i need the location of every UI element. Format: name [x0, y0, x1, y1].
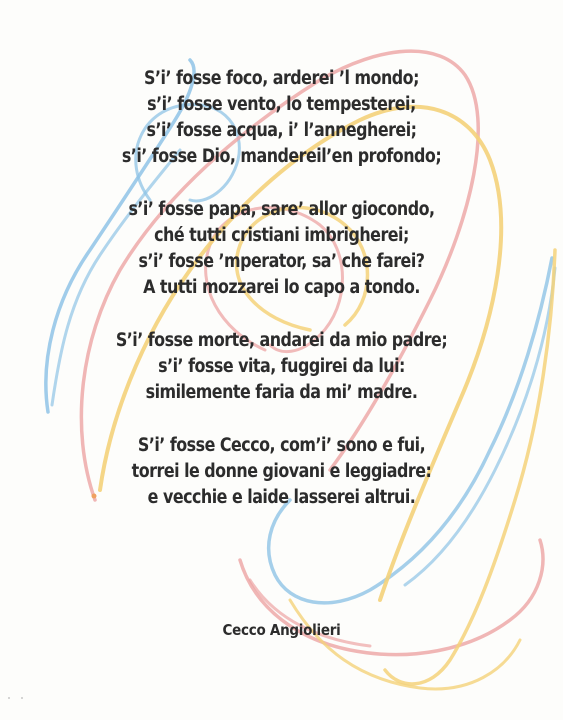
poem-line: s’i’ fosse ’mperator, sa’ che farei?: [138, 251, 425, 272]
stanza-3: [0, 328, 563, 406]
poem-line: S’i’ fosse foco, arderei ’l mondo;: [144, 68, 419, 89]
poem-line: s’i’ fosse Dio, mandereil’en profondo;: [121, 146, 442, 167]
author-name: Cecco Angiolieri: [222, 621, 341, 639]
stanza-2: [0, 197, 563, 301]
poem-line: similemente faria da mi’ madre.: [145, 382, 418, 403]
poem-line: s’i’ fosse vento, lo tempesterei;: [147, 94, 416, 115]
yellow-scribble-bottom: [290, 600, 520, 689]
poem-line: s’i’ fosse vita, fuggirei da lui:: [158, 356, 405, 377]
poem-line: e vecchie e laide lasserei altrui.: [147, 487, 416, 508]
poem-line: torrei le donne giovani e leggiadre:: [131, 461, 432, 482]
grey-speck: [8, 697, 10, 699]
stanza-1: [0, 66, 563, 170]
poem-line: s’i’ fosse acqua, i’ l’annegherei;: [146, 120, 417, 141]
poem-text: [0, 66, 563, 538]
poem-line: s’i’ fosse papa, sare’ allor giocondo,: [128, 199, 435, 220]
grey-speck-2: [21, 697, 23, 699]
poem-line: S’i’ fosse morte, andarei da mio padre;: [115, 330, 448, 351]
poem-line: A tutti mozzarei lo capo a tondo.: [143, 277, 420, 298]
poem-line: ché tutti cristiani imbrigherei;: [154, 225, 409, 246]
poem-line: S’i’ fosse Cecco, com’i’ sono e fui,: [137, 435, 426, 456]
stanza-4: [0, 433, 563, 511]
